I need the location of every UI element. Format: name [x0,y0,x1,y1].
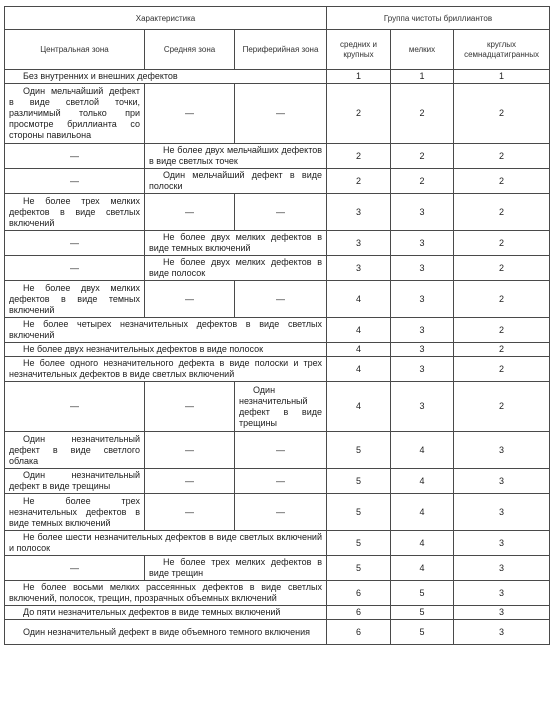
group-round-17: 2 [454,357,550,382]
defect-description: Без внутренних и внешних дефектов [5,70,327,84]
group-medium-large: 2 [327,84,391,144]
empty-zone-dash: — [235,494,327,531]
table-row [5,494,550,531]
group-medium-large: 3 [327,231,391,256]
header-clarity-group: Группа чистоты бриллиантов [327,7,550,30]
group-round-17: 3 [454,581,550,606]
group-small: 4 [391,556,454,581]
defect-description: Один незначительный дефект в виде объемного темного включения [5,620,327,645]
table-row [5,343,550,357]
group-round-17: 3 [454,556,550,581]
group-medium-large: 5 [327,469,391,494]
group-small: 1 [391,70,454,84]
table-row [5,256,550,281]
defect-description: Один незначительный дефект в виде светлого облака [5,432,145,469]
defect-description: Не более двух незначительных дефектов в виде полосок [5,343,327,357]
table-row [5,556,550,581]
table-row [5,531,550,556]
group-round-17: 3 [454,620,550,645]
group-round-17: 2 [454,382,550,432]
group-medium-large: 5 [327,556,391,581]
group-round-17: 1 [454,70,550,84]
empty-zone-dash: — [145,382,235,432]
empty-zone-dash: — [145,281,235,318]
table-row [5,194,550,231]
group-round-17: 2 [454,144,550,169]
group-small: 3 [391,231,454,256]
header-characteristic: Характеристика [5,7,327,30]
empty-zone-dash: — [235,281,327,318]
empty-zone-dash: — [235,84,327,144]
group-small: 2 [391,84,454,144]
defect-description: Не более трех незначительных дефектов в виде темных включений [5,494,145,531]
group-round-17: 3 [454,469,550,494]
group-medium-large: 2 [327,169,391,194]
group-medium-large: 3 [327,256,391,281]
table-row [5,432,550,469]
defect-description: До пяти незначительных дефектов в виде темных включений [5,606,327,620]
group-round-17: 2 [454,281,550,318]
empty-zone-dash: — [5,256,145,281]
group-round-17: 3 [454,531,550,556]
empty-zone-dash: — [145,469,235,494]
empty-zone-dash: — [235,432,327,469]
empty-zone-dash: — [5,382,145,432]
group-medium-large: 4 [327,343,391,357]
empty-zone-dash: — [235,194,327,231]
defect-description: Не более одного незначительного дефекта в виде полоски и трех незначительных дефектов в виде светлых включений [5,357,327,382]
clarity-table [4,6,550,645]
group-medium-large: 2 [327,144,391,169]
group-medium-large: 3 [327,194,391,231]
group-medium-large: 4 [327,281,391,318]
group-small: 3 [391,318,454,343]
defect-description: Не более двух мелких дефектов в виде темных включений [5,281,145,318]
defect-description: Не более трех мелких дефектов в виде трещин [145,556,327,581]
group-small: 4 [391,469,454,494]
defect-description: Один незначительный дефект в виде трещины [5,469,145,494]
group-small: 3 [391,357,454,382]
group-round-17: 2 [454,169,550,194]
table-row [5,469,550,494]
header-round-17: круглых семнадцатигранных [454,30,550,70]
group-round-17: 2 [454,343,550,357]
group-small: 3 [391,343,454,357]
table-row [5,581,550,606]
empty-zone-dash: — [5,231,145,256]
table-row [5,70,550,84]
table-row [5,318,550,343]
table-row [5,620,550,645]
empty-zone-dash: — [145,494,235,531]
defect-description: Один мельчайший дефект в виде полоски [145,169,327,194]
empty-zone-dash: — [5,169,145,194]
defect-description: Не более двух мелких дефектов в виде темных включений [145,231,327,256]
group-small: 2 [391,169,454,194]
header-peripheral-zone: Периферийная зона [235,30,327,70]
table-row [5,231,550,256]
table-row [5,382,550,432]
header-medium-large: средних и крупных [327,30,391,70]
table-row [5,144,550,169]
group-medium-large: 4 [327,357,391,382]
empty-zone-dash: — [145,84,235,144]
empty-zone-dash: — [5,144,145,169]
empty-zone-dash: — [145,194,235,231]
defect-description: Не более двух мелких дефектов в виде полосок [145,256,327,281]
group-small: 4 [391,432,454,469]
group-small: 2 [391,144,454,169]
group-small: 4 [391,494,454,531]
group-small: 3 [391,382,454,432]
table-row [5,281,550,318]
defect-description: Не более двух мельчайших дефектов в виде светлых точек [145,144,327,169]
defect-description: Не более восьми мелких рассеянных дефектов в виде светлых включений, полосок, трещин, прозрачных объемных включений [5,581,327,606]
group-round-17: 2 [454,194,550,231]
defect-description: Не более четырех незначительных дефектов в виде светлых включений [5,318,327,343]
clarity-table-sheet [4,6,549,645]
defect-description: Не более шести незначительных дефектов в виде светлых включений и полосок [5,531,327,556]
table-body [5,70,550,645]
defect-description: Не более трех мелких дефектов в виде светлых включений [5,194,145,231]
group-small: 5 [391,606,454,620]
group-medium-large: 5 [327,432,391,469]
group-medium-large: 6 [327,581,391,606]
group-round-17: 2 [454,256,550,281]
group-round-17: 3 [454,606,550,620]
group-small: 3 [391,256,454,281]
group-small: 3 [391,281,454,318]
empty-zone-dash: — [5,556,145,581]
defect-description: Один мельчайший дефект в виде светлой точки, различимый только при просмотре бриллианта со стороны павильона [5,84,145,144]
group-small: 4 [391,531,454,556]
group-medium-large: 5 [327,494,391,531]
group-round-17: 3 [454,494,550,531]
group-round-17: 2 [454,318,550,343]
group-medium-large: 1 [327,70,391,84]
group-small: 3 [391,194,454,231]
group-medium-large: 5 [327,531,391,556]
empty-zone-dash: — [235,469,327,494]
group-small: 5 [391,620,454,645]
group-small: 5 [391,581,454,606]
group-medium-large: 4 [327,382,391,432]
group-medium-large: 4 [327,318,391,343]
group-round-17: 3 [454,432,550,469]
group-round-17: 2 [454,84,550,144]
defect-description: Один незначительный дефект в виде трещины [235,382,327,432]
header-small: мелких [391,30,454,70]
group-medium-large: 6 [327,606,391,620]
table-row [5,606,550,620]
header-middle-zone: Средняя зона [145,30,235,70]
group-round-17: 2 [454,231,550,256]
table-row [5,169,550,194]
table-row [5,84,550,144]
empty-zone-dash: — [145,432,235,469]
group-medium-large: 6 [327,620,391,645]
table-row [5,357,550,382]
header-central-zone: Центральная зона [5,30,145,70]
